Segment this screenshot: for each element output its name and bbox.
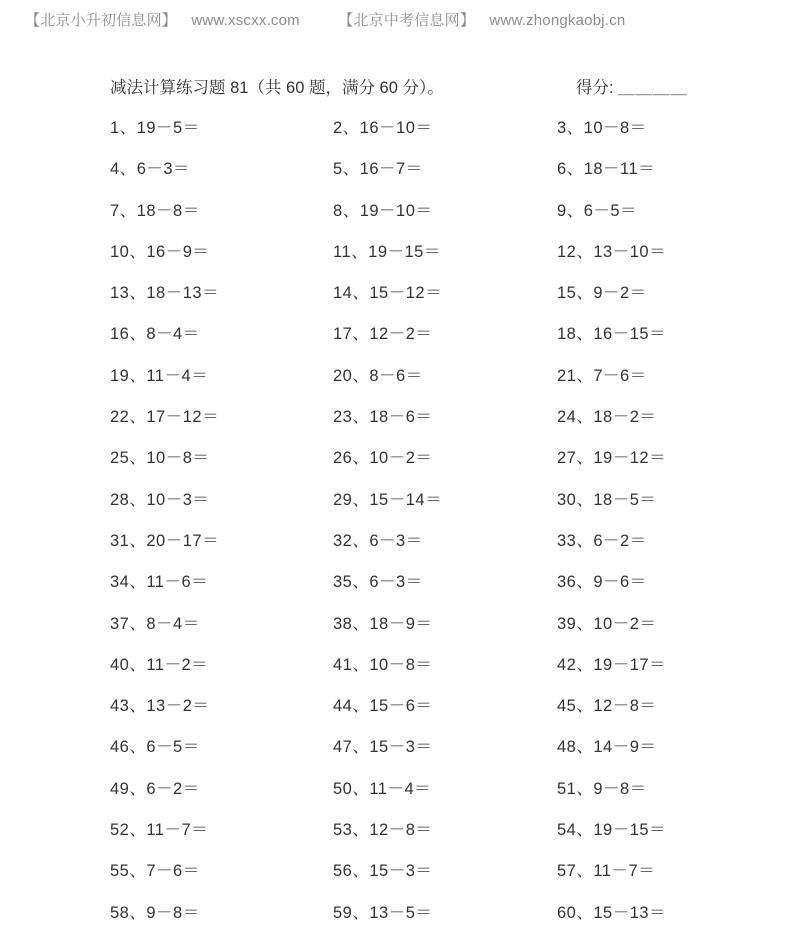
problem-expression: 6－5＝ [583,201,638,220]
problem-item [110,242,333,283]
problem-item [557,531,688,572]
problem-number: 32、 [333,531,370,550]
score-area [576,74,688,98]
problem-expression: 19－15＝ [368,242,441,261]
problem-item [110,614,333,655]
worksheet-title: 减法计算练习题 81（共 60 题，满分 60 分）。 [110,79,444,97]
problem-number: 39、 [557,614,594,633]
problem-number: 25、 [110,449,147,468]
problem-item [557,242,688,283]
problem-expression: 17－12＝ [146,408,220,427]
problem-expression: 10－2＝ [593,614,657,633]
problem-expression: 19－12＝ [593,449,667,468]
problem-number: 9、 [557,201,584,220]
problem-item [110,861,333,902]
problem-item [110,696,333,737]
problem-expression: 16－15＝ [593,325,667,344]
site2-url: www.zhongkaobj.cn [489,12,626,29]
problem-item [333,490,557,531]
problem-expression: 6－5＝ [146,738,200,757]
problem-item [557,490,688,531]
problem-expression: 19－15＝ [593,821,667,840]
problem-item [333,903,557,944]
problem-number: 18、 [557,325,594,344]
problem-number: 12、 [557,242,594,261]
problem-expression: 9－2＝ [593,284,647,303]
problem-number: 29、 [333,490,370,509]
problem-item [557,820,688,861]
problem-number: 45、 [557,697,594,716]
problem-expression: 16－9＝ [146,242,210,261]
problem-item [110,159,333,200]
problem-number: 10、 [110,242,147,261]
problem-item [333,655,557,696]
problem-item [557,737,688,778]
problem-item [110,448,333,489]
problem-number: 53、 [333,821,370,840]
problem-expression: 15－12＝ [369,284,443,303]
problem-expression: 8－4＝ [146,325,200,344]
problem-item [333,531,557,572]
problems-grid [110,118,688,944]
problem-item [333,118,557,159]
problem-number: 38、 [333,614,370,633]
problem-expression: 11－4＝ [369,779,432,798]
problem-expression: 10－8＝ [146,449,210,468]
problem-expression: 15－13＝ [593,903,667,922]
problem-number: 21、 [557,366,594,385]
problem-expression: 7－6＝ [593,366,647,385]
problem-item [333,696,557,737]
problem-item [557,366,688,407]
problem-number: 58、 [110,903,147,922]
problem-item [557,779,688,820]
problem-expression: 6－3＝ [136,160,191,179]
problem-number: 42、 [557,655,594,674]
problem-number: 14、 [333,284,370,303]
site1-url: www.xscxx.com [191,12,300,29]
problem-number: 50、 [333,779,370,798]
problem-expression: 18－6＝ [369,408,433,427]
problem-expression: 9－8＝ [146,903,200,922]
problem-number: 41、 [333,655,370,674]
problem-expression: 19－17＝ [593,655,667,674]
problem-number: 33、 [557,531,594,550]
problem-item [333,324,557,365]
problem-number: 43、 [110,697,147,716]
problem-number: 13、 [110,284,147,303]
problem-item [110,820,333,861]
worksheet-content [110,76,688,944]
problem-item [110,531,333,572]
problem-number: 47、 [333,738,370,757]
problem-number: 51、 [557,779,594,798]
problem-expression: 13－10＝ [593,242,667,261]
problem-number: 55、 [110,862,147,881]
problem-number: 60、 [557,903,594,922]
problem-item [110,118,333,159]
problem-item [333,861,557,902]
problem-item [110,201,333,242]
problem-expression: 20－17＝ [146,531,220,550]
problem-item [557,655,688,696]
problem-expression: 13－5＝ [369,903,433,922]
problem-number: 4、 [110,160,137,179]
problem-expression: 9－6＝ [593,573,647,592]
problem-item [333,448,557,489]
problem-number: 54、 [557,821,594,840]
problem-number: 52、 [110,821,147,840]
problem-number: 40、 [110,655,147,674]
problem-expression: 18－5＝ [593,490,657,509]
problem-number: 19、 [110,366,147,385]
problem-item [557,324,688,365]
problem-number: 36、 [557,573,594,592]
problem-item [333,614,557,655]
problem-number: 44、 [333,697,370,716]
problem-number: 56、 [333,862,370,881]
problem-item [110,572,333,613]
problem-expression: 7－6＝ [146,862,200,881]
problem-item [557,407,688,448]
problem-expression: 11－6＝ [146,573,209,592]
problem-expression: 16－7＝ [359,160,423,179]
problem-expression: 10－8＝ [583,119,647,137]
problem-item [557,283,688,324]
problem-expression: 8－6＝ [369,366,423,385]
problem-number: 35、 [333,573,370,592]
problem-expression: 18－2＝ [593,408,657,427]
problem-number: 27、 [557,449,594,468]
problem-number: 5、 [333,160,360,179]
problem-item [110,366,333,407]
problem-expression: 11－7＝ [593,862,656,881]
problem-number: 3、 [557,119,584,137]
problem-number: 11、 [333,242,369,261]
problem-expression: 11－7＝ [146,821,209,840]
problem-number: 6、 [557,160,584,179]
problem-number: 49、 [110,779,147,798]
problem-number: 8、 [333,201,360,220]
problem-expression: 10－3＝ [146,490,210,509]
site1-name: 【北京小升初信息网】 [25,12,178,29]
problem-number: 59、 [333,903,370,922]
problem-number: 48、 [557,738,594,757]
problem-expression: 18－13＝ [146,284,220,303]
problem-item [557,861,688,902]
problem-expression: 10－8＝ [369,655,433,674]
problem-item [110,283,333,324]
problem-item [333,572,557,613]
problem-expression: 19－10＝ [359,201,433,220]
problem-item [110,779,333,820]
problem-number: 2、 [333,119,360,137]
problem-item [333,159,557,200]
problem-expression: 13－2＝ [146,697,210,716]
problem-expression: 18－9＝ [369,614,433,633]
problem-expression: 6－3＝ [369,573,423,592]
problem-number: 31、 [110,531,147,550]
problem-expression: 18－11＝ [583,160,656,179]
problem-item [557,696,688,737]
problem-expression: 12－8＝ [369,821,433,840]
problem-number: 1、 [110,119,137,137]
problem-expression: 15－3＝ [369,862,433,881]
title-row [110,76,688,98]
problem-expression: 6－2＝ [593,531,647,550]
problem-item [333,283,557,324]
problem-number: 23、 [333,408,370,427]
problem-number: 37、 [110,614,147,633]
problem-expression: 8－4＝ [146,614,200,633]
problem-item [557,903,688,944]
problem-expression: 15－14＝ [369,490,443,509]
problem-item [333,366,557,407]
score-blank: ＿＿＿＿ [618,79,688,97]
problem-expression: 19－5＝ [136,119,200,137]
problem-number: 46、 [110,738,147,757]
problem-number: 16、 [110,325,147,344]
problem-item [110,407,333,448]
problem-expression: 12－2＝ [369,325,433,344]
problem-item [110,655,333,696]
problem-item [557,159,688,200]
problem-number: 57、 [557,862,594,881]
problem-item [110,737,333,778]
problem-number: 15、 [557,284,594,303]
problem-number: 28、 [110,490,147,509]
problem-number: 24、 [557,408,594,427]
problem-item [557,448,688,489]
problem-expression: 6－2＝ [146,779,200,798]
problem-item [333,242,557,283]
problem-number: 34、 [110,573,147,592]
problem-number: 22、 [110,408,147,427]
problem-expression: 11－4＝ [146,366,209,385]
problem-item [333,779,557,820]
problem-expression: 11－2＝ [146,655,209,674]
problem-item [557,572,688,613]
problem-expression: 16－10＝ [359,119,433,137]
problem-expression: 9－8＝ [593,779,647,798]
problem-expression: 12－8＝ [593,697,657,716]
problem-expression: 6－3＝ [369,531,423,550]
problem-number: 26、 [333,449,370,468]
problem-expression: 15－3＝ [369,738,433,757]
problem-expression: 18－8＝ [136,201,200,220]
score-label: 得分: [575,79,618,97]
problem-item [333,820,557,861]
problem-number: 17、 [333,325,370,344]
problem-item [333,407,557,448]
problem-item [110,490,333,531]
site-header [25,9,625,30]
problem-item [557,201,688,242]
problem-expression: 15－6＝ [369,697,433,716]
problem-item [557,614,688,655]
problem-item [333,201,557,242]
problem-number: 20、 [333,366,370,385]
problem-item [110,903,333,944]
problem-number: 7、 [110,201,137,220]
problem-expression: 10－2＝ [369,449,433,468]
problem-item [110,324,333,365]
site2-name: 【北京中考信息网】 [338,12,476,29]
problem-expression: 14－9＝ [593,738,657,757]
problem-number: 30、 [557,490,594,509]
problem-item [557,118,688,159]
problem-item [333,737,557,778]
